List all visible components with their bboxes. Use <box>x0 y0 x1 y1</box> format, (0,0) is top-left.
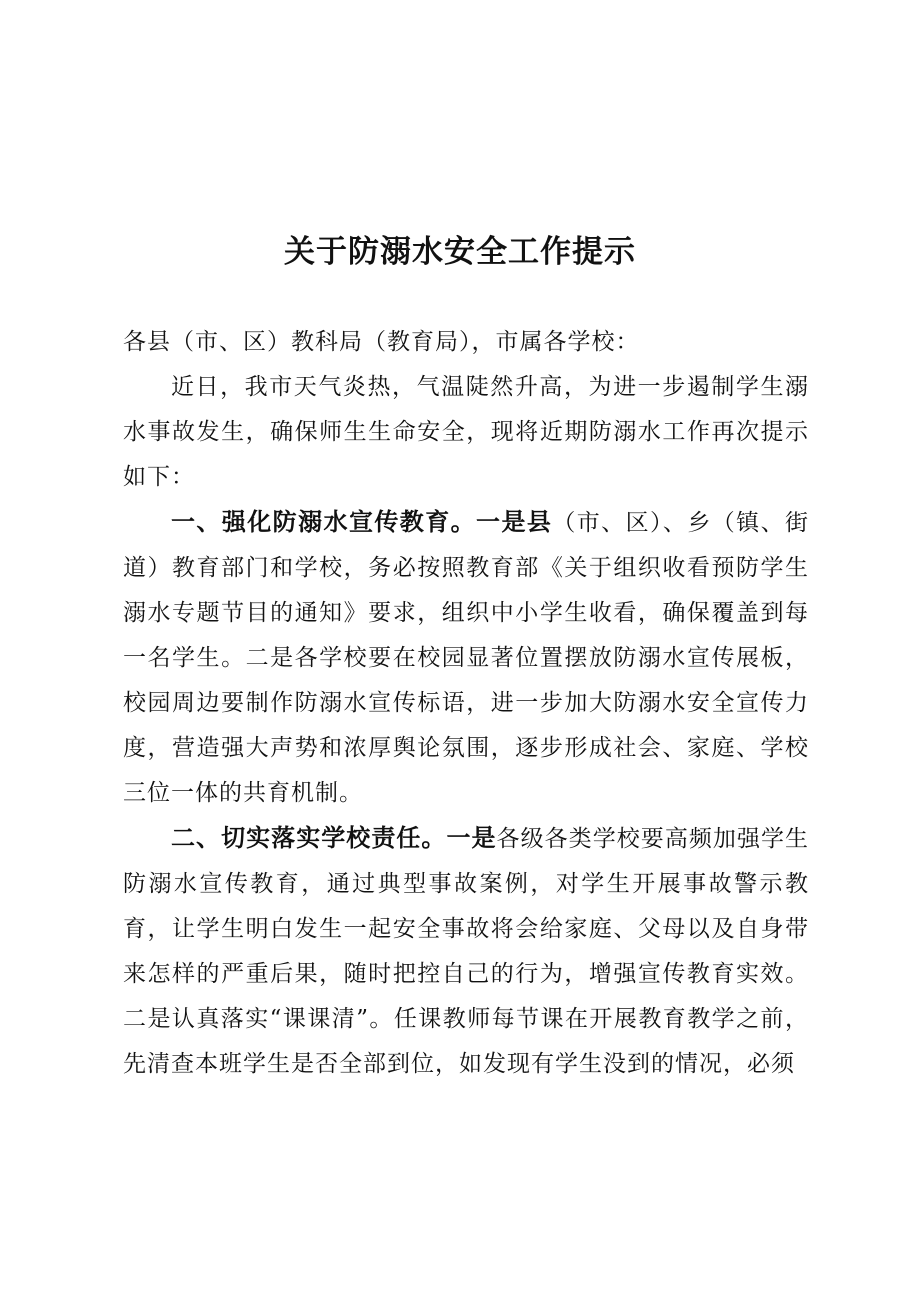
document-body <box>123 320 809 1087</box>
section-1-text: （市、区）、乡（镇、街道）教育部门和学校，务必按照教育部《关于组织收看预防学生溺水专题节目的通知》要求，组织中小学生收看，确保覆盖到每一名学生。二是各学校要在校园显著位置摆放防溺水宣传展板，校园周边要制作防溺水宣传标语，进一步加大防溺水安全宣传力度，营造强大声势和浓厚舆论氛围，逐步形成社会、家庭、学校三位一体的共育机制。 <box>123 510 810 806</box>
salutation: 各县（市、区）教科局（教育局），市属各学校： <box>123 329 640 355</box>
section-1-heading: 一、强化防溺水宣传教育。 <box>171 508 477 536</box>
section-2-text: 各级各类学校要高频加强学生防溺水宣传教育，通过典型事故案例，对学生开展事故警示教育，让学生明白发生一起安全事故将会给家庭、父母以及自身带来怎样的严重后果，随时把控自己的行为，增强宣传教育实效。二是认真落实“课课清”。任课教师每节课在开展教育教学之前，先清查本班学生是否全部到位，如发现有学生没到的情况，必须 <box>123 826 810 1077</box>
section-2-paragraph <box>123 816 809 1087</box>
section-2-lead: 一是 <box>446 824 497 852</box>
section-2-heading: 二、切实落实学校责任。 <box>171 824 447 852</box>
section-1-paragraph <box>123 500 809 816</box>
section-1-lead: 一是县 <box>476 508 553 536</box>
document-title: 关于防溺水安全工作提示 <box>284 234 636 270</box>
intro-paragraph: 近日，我市天气炎热，气温陡然升高，为进一步遏制学生溺水事故发生，确保师生生命安全，现将近期防溺水工作再次提示如下： <box>123 374 809 490</box>
